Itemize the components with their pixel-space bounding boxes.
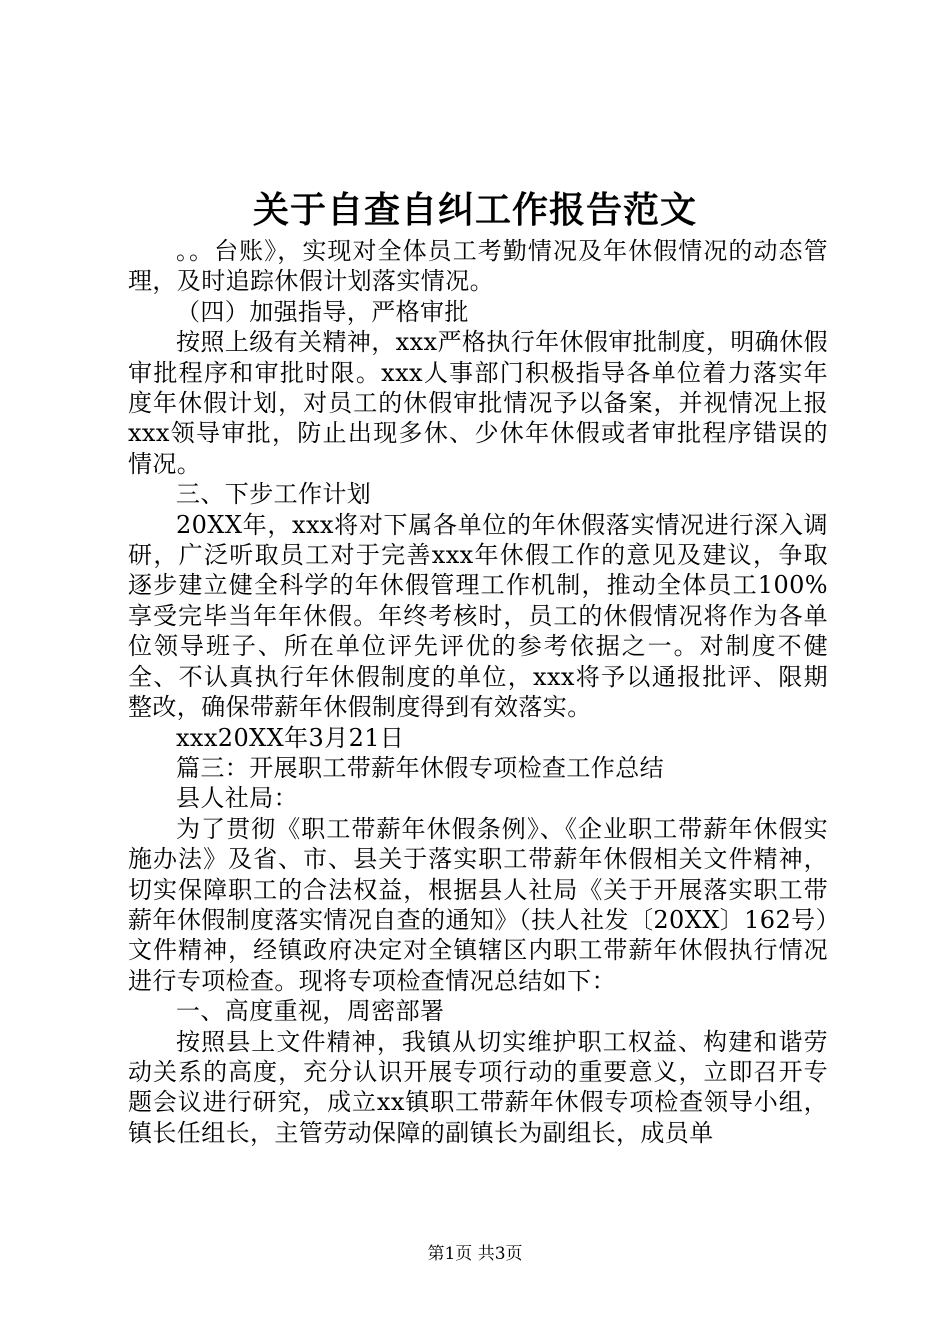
paragraph: 按照县上文件精神，我镇从切实维护职工权益、构建和谐劳动关系的高度，充分认识开展专项行动的重要意义，立即召开专题会议进行研究，成立xx镇职工带薪年休假专项检查领导小组，镇长任组长，主管劳动保障的副镇长为副组长，成员单 — [128, 1027, 828, 1147]
page-number: 第1页 共3页 — [427, 1244, 523, 1264]
document-body — [128, 236, 828, 1148]
paragraph: 为了贯彻《职工带薪年休假条例》、《企业职工带薪年休假实施办法》及省、市、县关于落实职工带薪年休假相关文件精神，切实保障职工的合法权益，根据县人社局《关于开展落实职工带薪年休假制度落实情况自查的通知》（扶人社发〔20XX〕162号）文件精神，经镇政府决定对全镇辖区内职工带薪年休假执行情况进行专项检查。现将专项检查情况总结如下： — [128, 814, 828, 995]
section-heading: 三、下步工作计划 — [176, 480, 372, 509]
section-heading: 一、高度重视，周密部署 — [176, 997, 445, 1026]
paragraph: 。。台账》，实现对全体员工考勤情况及年休假情况的动态管理，及时追踪休假计划落实情况。 — [128, 237, 828, 296]
date-line: xxx20XX年3月21日 — [176, 723, 405, 752]
section-heading: 篇三：开展职工带薪年休假专项检查工作总结 — [176, 753, 664, 782]
document-title: 关于自查自纠工作报告范文 — [252, 189, 697, 231]
addressee: 县人社局： — [176, 784, 298, 813]
paragraph: 20XX年，xxx将对下属各单位的年休假落实情况进行深入调研，广泛听取员工对于完善xxx年休假工作的意见及建议，争取逐步建立健全科学的年休假管理工作机制，推动全体员工100%享受完毕当年年休假。年终考核时，员工的休假情况将作为各单位领导班子、所在单位评先评优的参考依据之一。对制度不健全、不认真执行年休假制度的单位，xxx将予以通报批评、限期整改，确保带薪年休假制度得到有效落实。 — [128, 510, 828, 722]
paragraph: 按照上级有关精神，xxx严格执行年休假审批制度，明确休假审批程序和审批时限。xxx人事部门积极指导各单位着力落实年度年休假计划，对员工的休假审批情况予以备案，并视情况上报xxx领导审批，防止出现多休、少休年休假或者审批程序错误的情况。 — [128, 328, 828, 478]
section-heading: （四）加强指导，严格审批 — [176, 297, 469, 326]
